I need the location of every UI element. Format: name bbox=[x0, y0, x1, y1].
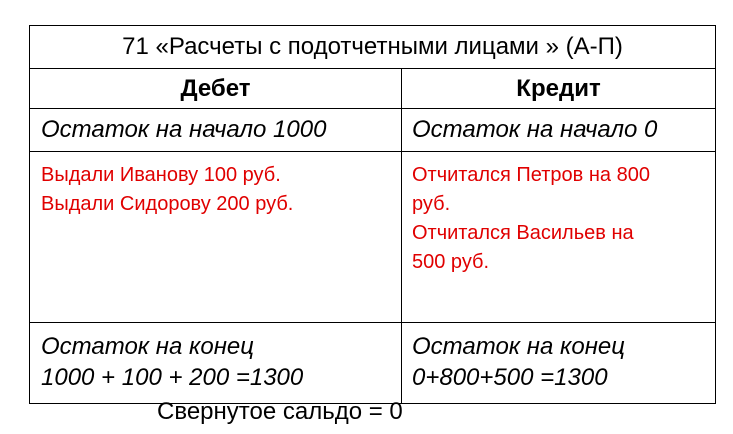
debit-closing-balance bbox=[30, 323, 402, 404]
title-row bbox=[30, 26, 716, 69]
t-account-table bbox=[29, 25, 716, 404]
credit-operation-line: Отчитался Васильев на bbox=[412, 222, 634, 244]
credit-operation-line: Отчитался Петров на 800 bbox=[412, 164, 650, 186]
credit-closing-formula: 0+800+500 =1300 bbox=[412, 364, 608, 391]
header-row bbox=[30, 69, 716, 109]
credit-opening-balance: Остаток на начало 0 bbox=[402, 109, 716, 152]
debit-operations bbox=[30, 152, 402, 323]
debit-operation-line: Выдали Сидорову 200 руб. bbox=[41, 193, 294, 215]
credit-closing-label: Остаток на конец bbox=[412, 333, 625, 360]
closing-balance-row bbox=[30, 323, 716, 404]
account-title: 71 «Расчеты с подотчетными лицами » (А-П) bbox=[30, 26, 716, 69]
net-balance-summary: Свернутое сальдо = 0 bbox=[157, 398, 403, 425]
credit-operation-line: 500 руб. bbox=[412, 251, 490, 273]
credit-operation-line: руб. bbox=[412, 193, 451, 215]
debit-opening-balance: Остаток на начало 1000 bbox=[30, 109, 402, 152]
debit-header: Дебет bbox=[30, 69, 402, 109]
credit-closing-balance bbox=[402, 323, 716, 404]
debit-operation-line: Выдали Иванову 100 руб. bbox=[41, 164, 281, 186]
opening-balance-row bbox=[30, 109, 716, 152]
credit-header: Кредит bbox=[402, 69, 716, 109]
debit-closing-formula: 1000 + 100 + 200 =1300 bbox=[41, 364, 304, 391]
operations-row bbox=[30, 152, 716, 323]
credit-operations bbox=[402, 152, 716, 323]
debit-closing-label: Остаток на конец bbox=[41, 333, 254, 360]
